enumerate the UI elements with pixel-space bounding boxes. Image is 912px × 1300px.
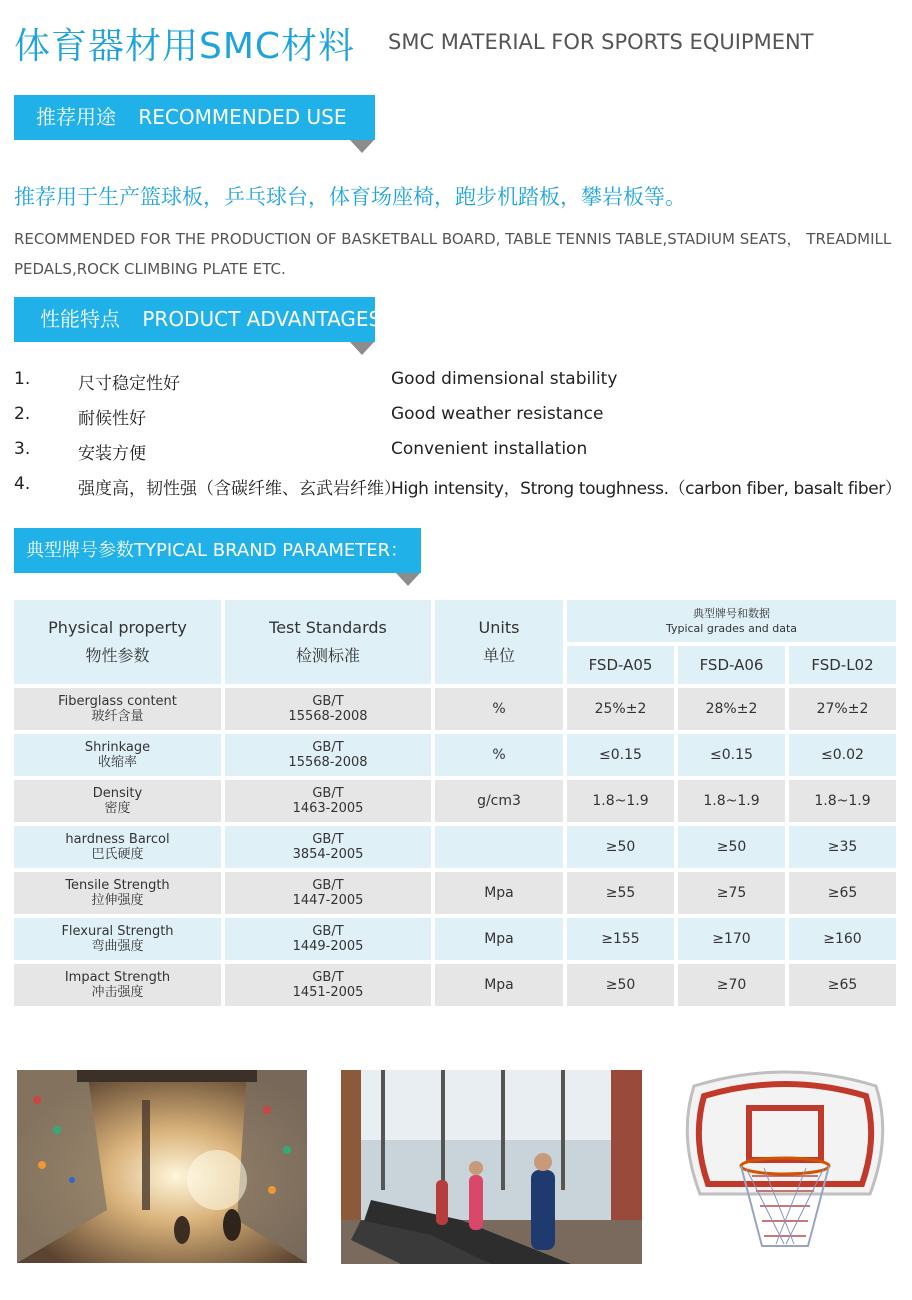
unit-cell: %	[435, 734, 563, 776]
value-cell: 28%±2	[678, 688, 785, 730]
property-cn: 弯曲强度	[91, 939, 144, 954]
standard-line2: 15568-2008	[288, 755, 368, 770]
unit-cell: %	[435, 688, 563, 730]
standard-line2: 1451-2005	[292, 985, 364, 1000]
recommended-text-en: RECOMMENDED FOR THE PRODUCTION OF BASKETBALL BOARD, TABLE TENNIS TABLE,STADIUM SEATS， TREADMILL PEDALS,ROCK CLIMBING PLATE ETC.	[14, 230, 892, 278]
value-cell: ≤0.02	[789, 734, 896, 776]
standard-cell	[225, 918, 431, 960]
recommended-banner-en: RECOMMENDED USE	[138, 105, 347, 129]
property-en: Flexural Strength	[61, 924, 174, 939]
header-units-cn: 单位	[482, 646, 515, 665]
advantage-text-en: Convenient installation	[391, 439, 588, 459]
standard-line2: 15568-2008	[288, 709, 368, 724]
header-standard-cn: 检测标准	[295, 646, 360, 665]
table-row	[14, 918, 896, 960]
treadmill-gym-photo	[341, 1070, 642, 1264]
advantage-text-cn: 强度高，韧性强（含碳纤维、玄武岩纤维）	[78, 479, 401, 499]
header-grade: FSD-A05	[567, 646, 674, 684]
property-cell	[14, 780, 221, 822]
property-cell	[14, 734, 221, 776]
value-cell: 1.8~1.9	[678, 780, 785, 822]
recommended-banner-cn: 推荐用途	[36, 105, 116, 129]
advantage-number: 2.	[14, 404, 31, 424]
advantage-text-en: High intensity，Strong toughness.（carbon fiber, basalt fiber）	[391, 479, 902, 499]
value-cell: 1.8~1.9	[789, 780, 896, 822]
advantage-text-cn: 耐候性好	[78, 409, 146, 429]
property-en: Density	[92, 786, 143, 801]
header-units-en: Units	[478, 618, 520, 637]
recommended-text-cn: 推荐用于生产篮球板，乒乓球台，体育场座椅，跑步机踏板，攀岩板等。	[14, 185, 686, 209]
value-cell: ≥70	[678, 964, 785, 1006]
recommended-use-banner	[14, 95, 375, 140]
property-cn: 玻纤含量	[91, 709, 144, 724]
header-physical-property	[14, 600, 221, 684]
advantage-number: 4.	[14, 474, 31, 494]
parameters-table	[10, 596, 900, 1010]
value-cell: ≥65	[789, 872, 896, 914]
header-test-standards	[225, 600, 431, 684]
header-units	[435, 600, 563, 684]
table-row	[14, 734, 896, 776]
header-property-en: Physical property	[48, 618, 187, 637]
value-cell: 1.8~1.9	[567, 780, 674, 822]
unit-cell	[435, 826, 563, 868]
table-row	[14, 872, 896, 914]
standard-line1: GB/T	[312, 694, 344, 709]
advantages-banner-cn: 性能特点	[40, 307, 120, 331]
standard-line1: GB/T	[312, 878, 344, 893]
table-row	[14, 964, 896, 1006]
unit-cell: Mpa	[435, 918, 563, 960]
value-cell: ≤0.15	[567, 734, 674, 776]
standard-line1: GB/T	[312, 970, 344, 985]
table-row	[14, 826, 896, 868]
standard-line1: GB/T	[312, 832, 344, 847]
value-cell: ≥50	[567, 964, 674, 1006]
standard-cell	[225, 688, 431, 730]
value-cell: ≥160	[789, 918, 896, 960]
advantage-number: 1.	[14, 369, 31, 389]
advantages-banner-en: PRODUCT ADVANTAGES	[142, 307, 382, 331]
value-cell: ≤0.15	[678, 734, 785, 776]
page-title-en: SMC MATERIAL FOR SPORTS EQUIPMENT	[388, 30, 814, 54]
value-cell: 25%±2	[567, 688, 674, 730]
value-cell: ≥50	[678, 826, 785, 868]
banner-notch-icon	[396, 573, 420, 586]
advantage-text-en: Good dimensional stability	[391, 369, 618, 389]
property-cn: 收缩率	[97, 755, 137, 770]
property-cell	[14, 872, 221, 914]
banner-notch-icon	[350, 140, 374, 153]
advantage-text-en: Good weather resistance	[391, 404, 604, 424]
property-en: Fiberglass content	[58, 694, 177, 709]
value-cell: ≥155	[567, 918, 674, 960]
value-cell: ≥35	[789, 826, 896, 868]
advantage-text-cn: 安装方便	[78, 444, 146, 464]
property-cn: 拉伸强度	[91, 893, 144, 908]
property-en: hardness Barcol	[65, 832, 170, 847]
climbing-gym-photo	[17, 1070, 307, 1263]
value-cell: ≥65	[789, 964, 896, 1006]
standard-line1: GB/T	[312, 924, 344, 939]
standard-line2: 1447-2005	[292, 893, 364, 908]
header-grades-cn: 典型牌号和数据	[693, 607, 770, 620]
product-advantages-banner	[14, 297, 382, 342]
standard-cell	[225, 734, 431, 776]
parameter-banner-text: 典型牌号参数TYPICAL BRAND PARAMETER：	[26, 540, 409, 561]
property-en: Shrinkage	[84, 740, 151, 755]
header-property-cn: 物性参数	[85, 646, 150, 665]
standard-line2: 1449-2005	[292, 939, 364, 954]
page-title-cn: 体育器材用SMC材料	[14, 26, 356, 67]
header-standard-en: Test Standards	[269, 618, 387, 637]
table-row	[14, 688, 896, 730]
typical-brand-parameter-banner	[14, 528, 421, 573]
standard-line1: GB/T	[312, 740, 344, 755]
standard-cell	[225, 964, 431, 1006]
standard-cell	[225, 780, 431, 822]
header-grade: FSD-A06	[678, 646, 785, 684]
table-row	[14, 780, 896, 822]
property-en: Tensile Strength	[65, 878, 170, 893]
advantage-text-cn: 尺寸稳定性好	[78, 374, 180, 394]
property-cn: 密度	[104, 801, 131, 816]
banner-notch-icon	[350, 342, 374, 355]
advantage-number: 3.	[14, 439, 31, 459]
property-cell	[14, 826, 221, 868]
property-cell	[14, 688, 221, 730]
standard-cell	[225, 872, 431, 914]
basketball-backboard-photo	[674, 1066, 896, 1262]
unit-cell: Mpa	[435, 964, 563, 1006]
header-grade: FSD-L02	[789, 646, 896, 684]
property-cell	[14, 964, 221, 1006]
property-cn: 冲击强度	[91, 985, 144, 1000]
standard-line2: 3854-2005	[292, 847, 364, 862]
unit-cell: g/cm3	[435, 780, 563, 822]
property-cell	[14, 918, 221, 960]
value-cell: 27%±2	[789, 688, 896, 730]
standard-cell	[225, 826, 431, 868]
standard-line1: GB/T	[312, 786, 344, 801]
header-grades-en: Typical grades and data	[665, 622, 798, 635]
standard-line2: 1463-2005	[292, 801, 364, 816]
property-cn: 巴氏硬度	[91, 847, 144, 862]
value-cell: ≥75	[678, 872, 785, 914]
unit-cell: Mpa	[435, 872, 563, 914]
value-cell: ≥50	[567, 826, 674, 868]
property-en: Impact Strength	[64, 970, 171, 985]
header-typical-grades	[567, 600, 896, 642]
value-cell: ≥170	[678, 918, 785, 960]
value-cell: ≥55	[567, 872, 674, 914]
